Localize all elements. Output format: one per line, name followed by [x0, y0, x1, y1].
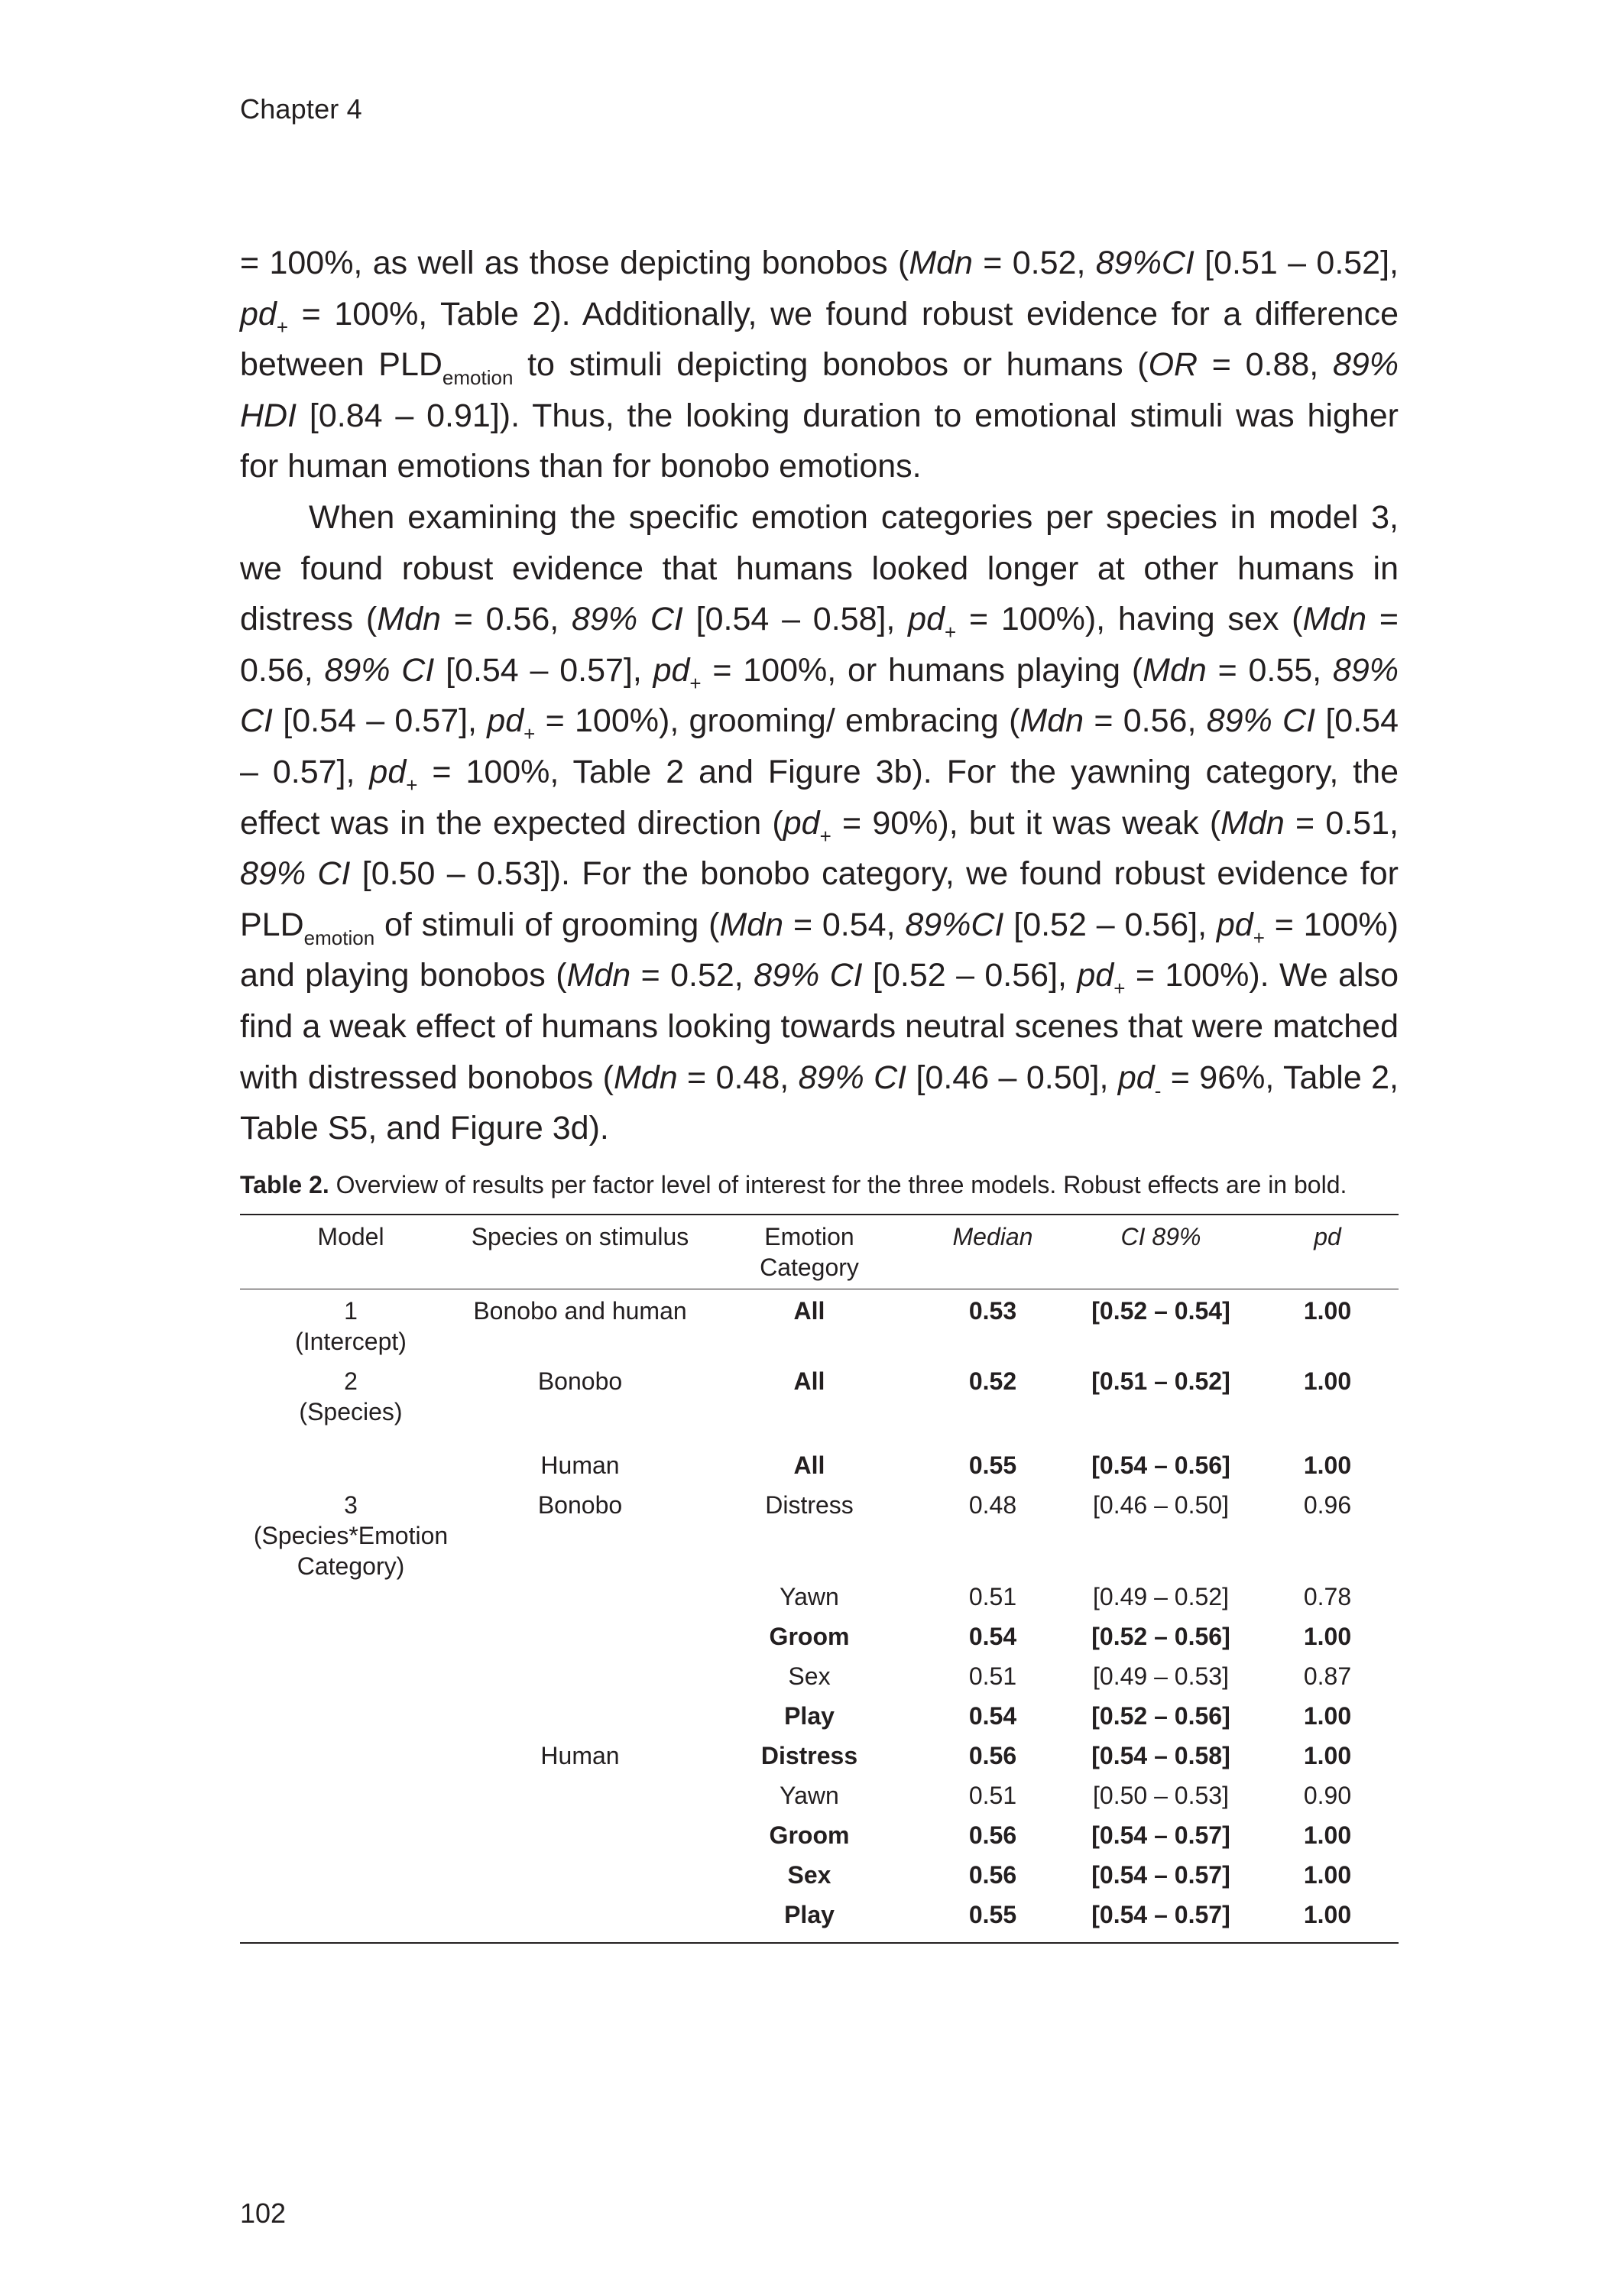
cell-emotion-category: Groom — [769, 1821, 850, 1849]
table-row — [240, 1899, 1399, 1943]
cell-emotion-category: Yawn — [780, 1782, 839, 1809]
cell-species — [462, 1820, 699, 1860]
table-row — [240, 1581, 1399, 1621]
cell-species — [462, 1581, 699, 1621]
cell-species: Bonobo — [537, 1491, 623, 1519]
cell-median: 0.55 — [968, 1451, 1017, 1479]
cell-emotion-category: All — [793, 1367, 825, 1395]
cell-species — [462, 1621, 699, 1661]
cell-median: 0.51 — [968, 1662, 1017, 1690]
cell-species: Human — [540, 1451, 620, 1479]
cell-species — [462, 1780, 699, 1820]
cell-species — [462, 1860, 699, 1899]
table-row — [240, 1780, 1399, 1820]
cell-model — [240, 1436, 462, 1490]
cell-pd: 1.00 — [1303, 1901, 1352, 1928]
cell-model: 2 (Species) — [299, 1367, 403, 1425]
header-ci: CI 89% — [1120, 1223, 1201, 1250]
cell-pd: 1.00 — [1303, 1821, 1352, 1849]
header-pd: pd — [1314, 1223, 1341, 1250]
cell-ci: [0.54 – 0.57] — [1091, 1861, 1230, 1889]
paragraph-2: When examining the specific emotion categories per species in model 3, we found robust evidence that humans looked longer at other humans in distress (Mdn = 0.56, 89% CI [0.54 – 0.58], $pd_+ = 100\%$), having sex (Mdn = 0.56, 89% CI [0.54 – 0.57], $pd_+ = 100\%$, or humans playing (Mdn = 0.55, 89% CI [0.54 – 0.57], $pd_+ = 100\%$), grooming/ embracing (Mdn = 0.56, 89% CI [0.54 – 0.57], $pd_+ = 100\%$, Table 2 and Figure 3b). For the yawning category, the effect was in the expected direction $(pd_+ = 90\%)$, but it was weak (Mdn = 0.51, 89% CI [0.50 – 0.53]). For the bonobo category, we found robust evidence for $PLD_{emotion}$ of stimuli of grooming (Mdn = 0.54, 89%CI [0.52 – 0.56], $pd_+ = 100\%$) and playing bonobos (Mdn = 0.52, 89% CI [0.52 – 0.56], $pd_+ = 100\%$). We also find a weak effect of humans looking towards neutral scenes that were matched with distressed bonobos (Mdn = 0.48, 89% CI [0.46 – 0.50], $pd_- = 96\%$, Table 2, Table S5, and Figure 3d). — [240, 498, 1399, 1147]
table-body — [240, 1289, 1399, 1944]
table-row — [240, 1436, 1399, 1490]
cell-model — [240, 1860, 462, 1899]
cell-emotion-category: Distress — [765, 1491, 854, 1519]
cell-pd: 1.00 — [1303, 1367, 1352, 1395]
cell-median: 0.54 — [968, 1623, 1017, 1650]
cell-median: 0.52 — [968, 1367, 1017, 1395]
cell-ci: [0.49 – 0.52] — [1093, 1583, 1229, 1610]
page-number: 102 — [240, 2197, 287, 2229]
cell-species: Bonobo — [537, 1367, 623, 1395]
cell-ci: [0.46 – 0.50] — [1093, 1491, 1229, 1519]
cell-pd: 1.00 — [1303, 1861, 1352, 1889]
table-row — [240, 1621, 1399, 1661]
cell-emotion-category: Groom — [769, 1623, 850, 1650]
cell-model: 3 (Species*Emotion Category) — [253, 1491, 449, 1580]
table-caption — [240, 1169, 1399, 1200]
cell-model — [240, 1820, 462, 1860]
cell-pd: 1.00 — [1303, 1742, 1352, 1769]
cell-pd: 0.87 — [1303, 1662, 1352, 1690]
header-species: Species on stimulus — [471, 1223, 689, 1250]
cell-ci: [0.54 – 0.56] — [1091, 1451, 1230, 1479]
header-model: Model — [317, 1223, 384, 1250]
cell-model — [240, 1661, 462, 1701]
cell-emotion-category: Yawn — [780, 1583, 839, 1610]
cell-median: 0.56 — [968, 1861, 1017, 1889]
cell-pd: 1.00 — [1303, 1297, 1352, 1325]
cell-model — [240, 1740, 462, 1780]
cell-pd: 1.00 — [1303, 1702, 1352, 1730]
running-head: Chapter 4 — [240, 93, 362, 125]
paragraph-1: = 100%, as well as those depicting bonobos (Mdn = 0.52, 89%CI [0.51 – 0.52], $pd_+ = 100\%$, Table 2). Additionally, we found robust evidence for a difference between $PLD_{emotion}$ to stimuli depicting bonobos or humans (OR = 0.88, 89% HDI [0.84 – 0.91]). Thus, the looking duration to emotional stimuli was higher for human emotions than for bonobo emotions. — [240, 245, 1399, 485]
cell-model — [240, 1621, 462, 1661]
cell-model — [240, 1780, 462, 1820]
cell-median: 0.48 — [968, 1491, 1017, 1519]
cell-species — [462, 1661, 699, 1701]
cell-ci: [0.54 – 0.57] — [1091, 1821, 1230, 1849]
cell-ci: [0.49 – 0.53] — [1093, 1662, 1229, 1690]
table-header-row — [240, 1215, 1399, 1289]
table-caption-text: Overview of results per factor level of interest for the three models. Robust effects are in bold. — [329, 1171, 1347, 1198]
cell-median: 0.51 — [968, 1583, 1017, 1610]
cell-ci: [0.50 – 0.53] — [1093, 1782, 1229, 1809]
cell-emotion-category: All — [793, 1297, 825, 1325]
cell-species: Bonobo and human — [473, 1297, 687, 1325]
cell-emotion-category: Sex — [787, 1861, 831, 1889]
cell-emotion-category: Sex — [788, 1662, 831, 1690]
table-row — [240, 1860, 1399, 1899]
table-row — [240, 1490, 1399, 1581]
cell-median: 0.51 — [968, 1782, 1017, 1809]
header-emotion-category: Emotion Category — [760, 1223, 859, 1281]
cell-model — [240, 1581, 462, 1621]
table-row — [240, 1820, 1399, 1860]
cell-species: Human — [540, 1742, 620, 1769]
cell-median: 0.56 — [968, 1821, 1017, 1849]
cell-pd: 1.00 — [1303, 1451, 1352, 1479]
table-row — [240, 1701, 1399, 1740]
table-row — [240, 1289, 1399, 1367]
cell-ci: [0.54 – 0.58] — [1091, 1742, 1230, 1769]
results-table — [240, 1214, 1399, 1944]
cell-ci: [0.52 – 0.56] — [1091, 1702, 1230, 1730]
cell-pd: 1.00 — [1303, 1623, 1352, 1650]
cell-median: 0.56 — [968, 1742, 1017, 1769]
cell-model: 1 (Intercept) — [295, 1297, 407, 1355]
cell-pd: 0.78 — [1303, 1583, 1352, 1610]
cell-pd: 0.96 — [1303, 1491, 1352, 1519]
table-caption-label: Table 2. — [240, 1171, 329, 1198]
cell-median: 0.54 — [968, 1702, 1017, 1730]
cell-emotion-category: Play — [784, 1901, 835, 1928]
cell-species — [462, 1899, 699, 1943]
cell-median: 0.53 — [968, 1297, 1017, 1325]
header-median: Median — [952, 1223, 1033, 1250]
cell-ci: [0.52 – 0.54] — [1091, 1297, 1230, 1325]
cell-pd: 0.90 — [1303, 1782, 1352, 1809]
cell-emotion-category: All — [793, 1451, 825, 1479]
table-row — [240, 1740, 1399, 1780]
table-row — [240, 1661, 1399, 1701]
cell-median: 0.55 — [968, 1901, 1017, 1928]
cell-species — [462, 1701, 699, 1740]
cell-ci: [0.52 – 0.56] — [1091, 1623, 1230, 1650]
cell-model — [240, 1701, 462, 1740]
table-row — [240, 1366, 1399, 1436]
cell-ci: [0.54 – 0.57] — [1091, 1901, 1230, 1928]
body-text — [240, 238, 1399, 1154]
cell-ci: [0.51 – 0.52] — [1091, 1367, 1230, 1395]
cell-model — [240, 1899, 462, 1943]
cell-emotion-category: Play — [784, 1702, 835, 1730]
cell-emotion-category: Distress — [760, 1742, 858, 1769]
